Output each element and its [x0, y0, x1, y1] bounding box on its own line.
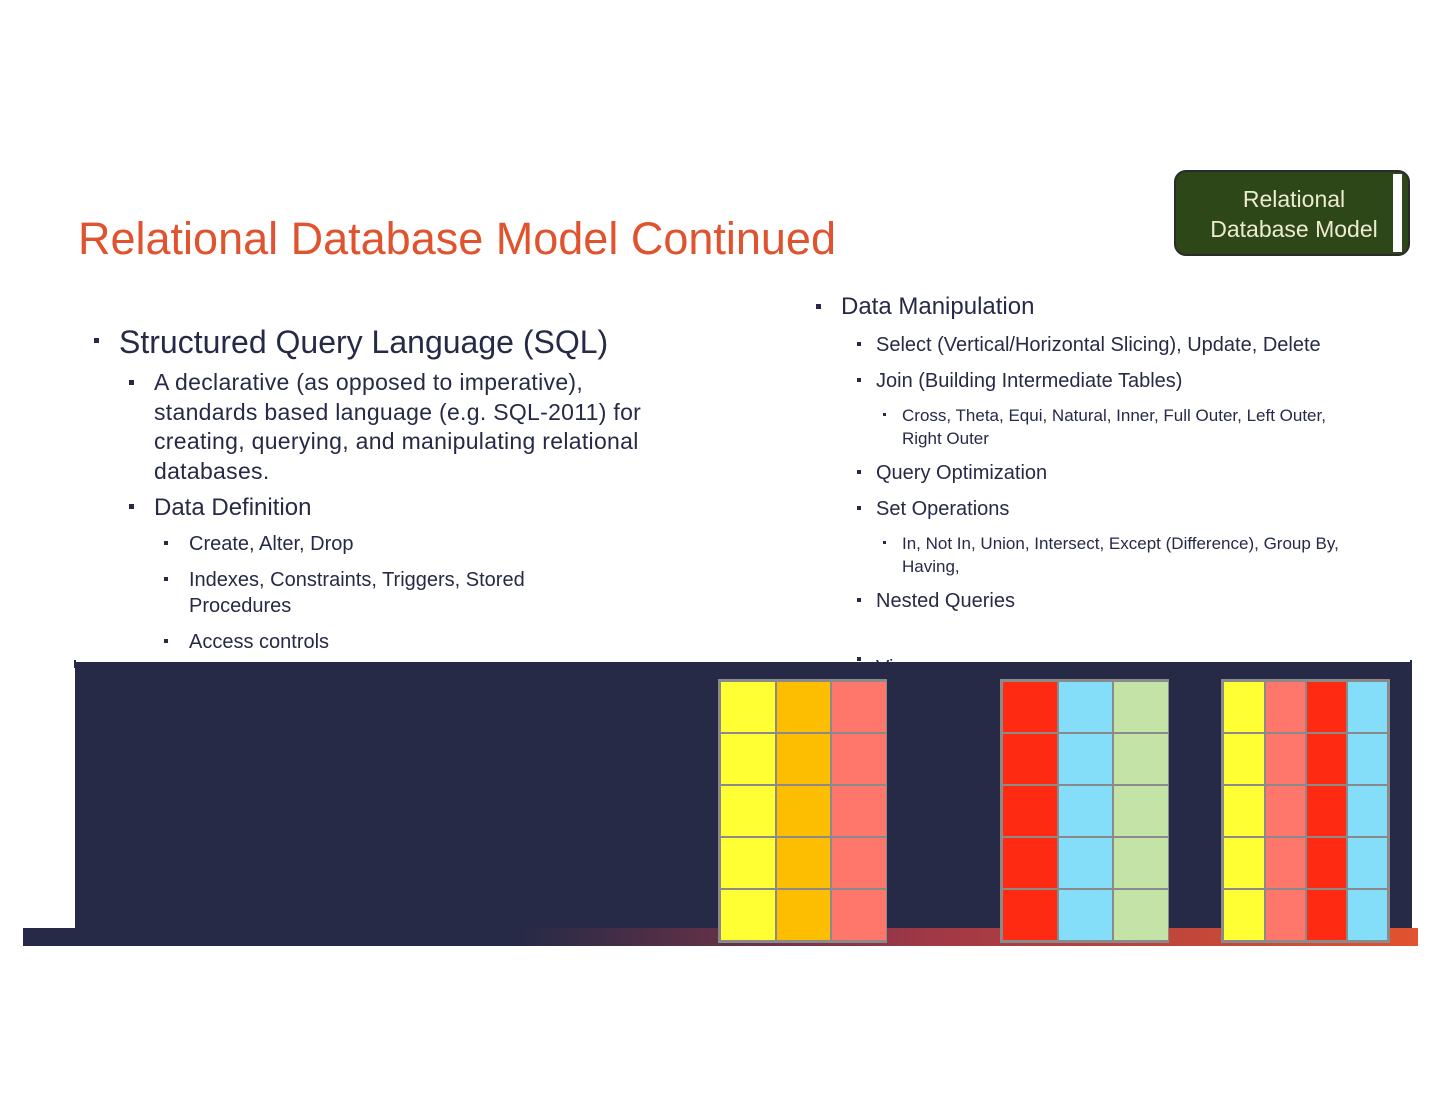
- table-graphic-3: [1221, 679, 1390, 943]
- table-cell: [1306, 733, 1347, 785]
- bullet-set-ops-items: In, Not In, Union, Intersect, Except (Difference), Group By, Having,: [800, 532, 1342, 578]
- table-cell: [1223, 785, 1265, 837]
- table-cell: [1265, 681, 1306, 733]
- table-graphic-2: [1000, 679, 1169, 943]
- bullet-data-manipulation: Data Manipulation: [800, 292, 1360, 322]
- bullet-join: Join (Building Intermediate Tables): [800, 368, 1360, 394]
- table-cell: [831, 733, 887, 785]
- table-cell: [1223, 837, 1265, 889]
- table-cell: [831, 681, 887, 733]
- bullet-dd-item-3: Access controls: [78, 629, 698, 655]
- table-cell: [1347, 681, 1388, 733]
- table-cell: [1306, 837, 1347, 889]
- table-cell: [1058, 837, 1113, 889]
- table-cell: [776, 785, 831, 837]
- table-cell: [1306, 785, 1347, 837]
- table-cell: [1002, 889, 1058, 941]
- table-cell: [1223, 889, 1265, 941]
- badge-line-2: Database Model: [1210, 216, 1378, 242]
- section-badge: [1174, 170, 1410, 256]
- bullet-sql-description: A declarative (as opposed to imperative), standards based language (e.g. SQL-2011) for creating, querying, and manipulating relational databases.: [78, 368, 654, 486]
- table-cell: [831, 889, 887, 941]
- table-cell: [720, 837, 776, 889]
- bullet-join-types: Cross, Theta, Equi, Natural, Inner, Full Outer, Left Outer, Right Outer: [800, 404, 1342, 450]
- bullet-dd-item-2: Indexes, Constraints, Triggers, Stored Procedures: [78, 567, 629, 619]
- table-cell: [1223, 733, 1265, 785]
- table-cell: [720, 733, 776, 785]
- table-cell: [1113, 889, 1169, 941]
- table-cell: [1306, 889, 1347, 941]
- table-cell: [1002, 681, 1058, 733]
- badge-line-1: Relational: [1242, 186, 1346, 212]
- table-cell: [720, 785, 776, 837]
- table-cell: [1265, 785, 1306, 837]
- table-cell: [1002, 785, 1058, 837]
- bullet-select: Select (Vertical/Horizontal Slicing), Update, Delete: [800, 332, 1336, 358]
- table-cell: [776, 681, 831, 733]
- table-cell: [1002, 733, 1058, 785]
- table-cell: [1223, 681, 1265, 733]
- table-cell: [1113, 733, 1169, 785]
- table-cell: [1058, 785, 1113, 837]
- bullet-dd-item-1: Create, Alter, Drop: [78, 531, 698, 557]
- table-cell: [1265, 889, 1306, 941]
- bullet-query-optimization: Query Optimization: [800, 460, 1360, 486]
- table-cell: [1058, 733, 1113, 785]
- right-bullet-list: [800, 292, 1360, 614]
- bullet-set-operations: Set Operations: [800, 496, 1360, 522]
- table-cell: [1058, 889, 1113, 941]
- badge-text: [1176, 184, 1412, 244]
- slide-title: Relational Database Model Continued: [78, 213, 836, 264]
- table-graphic-1: [718, 679, 887, 943]
- table-cell: [776, 837, 831, 889]
- left-bullet-list: [78, 322, 698, 655]
- table-cell: [1058, 681, 1113, 733]
- table-cell: [831, 837, 887, 889]
- table-cell: [1113, 837, 1169, 889]
- table-cell: [1113, 785, 1169, 837]
- table-cell: [1002, 837, 1058, 889]
- table-cell: [1306, 681, 1347, 733]
- table-cell: [720, 681, 776, 733]
- table-cell: [1347, 889, 1388, 941]
- table-cell: [1347, 785, 1388, 837]
- badge-strip: [1393, 174, 1402, 252]
- table-cell: [1347, 837, 1388, 889]
- table-cell: [776, 733, 831, 785]
- bullet-views-marker: [857, 657, 861, 661]
- table-cell: [831, 785, 887, 837]
- table-cell: [1347, 733, 1388, 785]
- bullet-data-definition: Data Definition: [78, 492, 698, 523]
- table-cell: [1113, 681, 1169, 733]
- table-cell: [1265, 837, 1306, 889]
- table-cell: [1265, 733, 1306, 785]
- table-cell: [720, 889, 776, 941]
- bullet-nested-queries: Nested Queries: [800, 588, 1360, 614]
- bullet-sql-heading: Structured Query Language (SQL): [78, 322, 698, 362]
- table-cell: [776, 889, 831, 941]
